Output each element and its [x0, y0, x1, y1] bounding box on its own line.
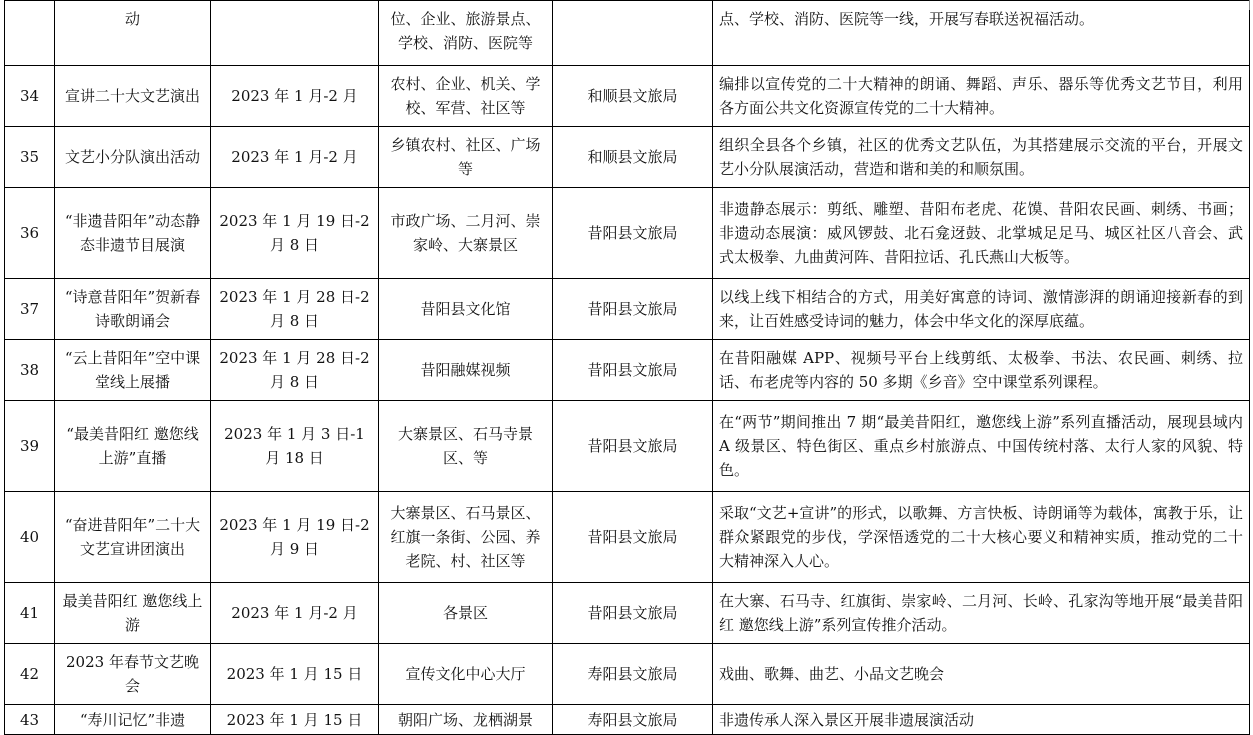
program-description: 点、学校、消防、医院等一线，开展写春联送祝福活动。 — [713, 1, 1250, 66]
table-row — [5, 340, 1250, 401]
program-time: 2023 年 1 月 3 日-1 月 18 日 — [211, 401, 379, 492]
table-row — [5, 644, 1250, 705]
program-description: 在昔阳融媒 APP、视频号平台上线剪纸、太极拳、书法、农民画、刺绣、拉话、布老虎等内容的 50 多期《乡音》空中课堂系列课程。 — [713, 340, 1250, 401]
program-place: 位、企业、旅游景点、学校、消防、医院等 — [379, 1, 553, 66]
table-row — [5, 127, 1250, 188]
program-description: 在大寨、石马寺、红旗街、崇家岭、二月河、长岭、孔家沟等地开展“最美昔阳红 邀您线上游”系列宣传推介活动。 — [713, 583, 1250, 644]
program-place: 各景区 — [379, 583, 553, 644]
program-name: “非遗昔阳年”动态静态非遗节目展演 — [55, 188, 211, 279]
program-place: 大寨景区、石马寺景区、等 — [379, 401, 553, 492]
program-time: 2023 年 1 月-2 月 — [211, 66, 379, 127]
program-name: 最美昔阳红 邀您线上游 — [55, 583, 211, 644]
program-description: 戏曲、歌舞、曲艺、小品文艺晚会 — [713, 644, 1250, 705]
program-description: 编排以宣传党的二十大精神的朗诵、舞蹈、声乐、器乐等优秀文艺节目，利用各方面公共文化资源宣传党的二十大精神。 — [713, 66, 1250, 127]
row-number: 39 — [5, 401, 55, 492]
program-organizer: 寿阳县文旅局 — [553, 705, 713, 735]
row-number: 42 — [5, 644, 55, 705]
program-place: 朝阳广场、龙栖湖景 — [379, 705, 553, 735]
row-number: 40 — [5, 492, 55, 583]
program-organizer: 和顺县文旅局 — [553, 127, 713, 188]
program-place: 乡镇农村、社区、广场等 — [379, 127, 553, 188]
program-time: 2023 年 1 月 15 日 — [211, 644, 379, 705]
row-number — [5, 1, 55, 66]
program-description: 非遗静态展示：剪纸、雕塑、昔阳布老虎、花馍、昔阳农民画、刺绣、书画；非遗动态展演：威风锣鼓、北石龛迓鼓、北掌城足足马、城区社区八音会、武式太极拳、九曲黄河阵、昔阳拉话、孔氏燕山大板等。 — [713, 188, 1250, 279]
table-row — [5, 401, 1250, 492]
program-time: 2023 年 1 月-2 月 — [211, 127, 379, 188]
program-table — [4, 0, 1250, 735]
program-organizer: 昔阳县文旅局 — [553, 401, 713, 492]
table-row — [5, 1, 1250, 66]
program-time: 2023 年 1 月 19 日-2 月 8 日 — [211, 188, 379, 279]
table-row — [5, 583, 1250, 644]
table-row — [5, 188, 1250, 279]
program-name: 宣讲二十大文艺演出 — [55, 66, 211, 127]
program-name: “奋进昔阳年”二十大文艺宣讲团演出 — [55, 492, 211, 583]
program-time: 2023 年 1 月-2 月 — [211, 583, 379, 644]
program-description: 以线上线下相结合的方式，用美好寓意的诗词、激情澎湃的朗诵迎接新春的到来，让百姓感受诗词的魅力，体会中华文化的深厚底蕴。 — [713, 279, 1250, 340]
program-description: 采取“文艺+宣讲”的形式，以歌舞、方言快板、诗朗诵等为载体，寓教于乐，让群众紧跟党的步伐，学深悟透党的二十大核心要义和精神实质，推动党的二十大精神深入人心。 — [713, 492, 1250, 583]
program-organizer — [553, 1, 713, 66]
table-row — [5, 492, 1250, 583]
program-table-body — [5, 1, 1250, 735]
program-name: 文艺小分队演出活动 — [55, 127, 211, 188]
program-name: “云上昔阳年”空中课堂线上展播 — [55, 340, 211, 401]
program-place: 宣传文化中心大厅 — [379, 644, 553, 705]
program-table-sheet — [4, 0, 1250, 735]
program-place: 昔阳县文化馆 — [379, 279, 553, 340]
row-number: 36 — [5, 188, 55, 279]
table-row — [5, 279, 1250, 340]
program-description: 组织全县各个乡镇，社区的优秀文艺队伍，为其搭建展示交流的平台，开展文艺小分队展演活动，营造和谐和美的和顺氛围。 — [713, 127, 1250, 188]
program-organizer: 和顺县文旅局 — [553, 66, 713, 127]
row-number: 34 — [5, 66, 55, 127]
program-organizer: 昔阳县文旅局 — [553, 340, 713, 401]
program-description: 在“两节”期间推出 7 期“最美昔阳红，邀您线上游”系列直播活动，展现县域内 A 级景区、特色街区、重点乡村旅游点、中国传统村落、太行人家的风貌、特色。 — [713, 401, 1250, 492]
page-corner-mark — [1249, 0, 1250, 10]
program-name: 动 — [55, 1, 211, 66]
program-organizer: 昔阳县文旅局 — [553, 279, 713, 340]
table-row — [5, 66, 1250, 127]
row-number: 41 — [5, 583, 55, 644]
row-number: 35 — [5, 127, 55, 188]
program-place: 大寨景区、石马景区、红旗一条街、公园、养老院、村、社区等 — [379, 492, 553, 583]
program-time: 2023 年 1 月 19 日-2 月 9 日 — [211, 492, 379, 583]
program-place: 昔阳融媒视频 — [379, 340, 553, 401]
program-place: 农村、企业、机关、学校、军营、社区等 — [379, 66, 553, 127]
program-organizer: 昔阳县文旅局 — [553, 492, 713, 583]
row-number: 37 — [5, 279, 55, 340]
program-time: 2023 年 1 月 28 日-2 月 8 日 — [211, 340, 379, 401]
program-name: “寿川记忆”非遗 — [55, 705, 211, 735]
program-name: “诗意昔阳年”贺新春诗歌朗诵会 — [55, 279, 211, 340]
program-time: 2023 年 1 月 28 日-2 月 8 日 — [211, 279, 379, 340]
program-time — [211, 1, 379, 66]
program-time: 2023 年 1 月 15 日 — [211, 705, 379, 735]
program-name: “最美昔阳红 邀您线上游”直播 — [55, 401, 211, 492]
program-organizer: 寿阳县文旅局 — [553, 644, 713, 705]
row-number: 43 — [5, 705, 55, 735]
table-row — [5, 705, 1250, 735]
program-place: 市政广场、二月河、崇家岭、大寨景区 — [379, 188, 553, 279]
program-name: 2023 年春节文艺晚会 — [55, 644, 211, 705]
program-description: 非遗传承人深入景区开展非遗展演活动 — [713, 705, 1250, 735]
program-organizer: 昔阳县文旅局 — [553, 188, 713, 279]
row-number: 38 — [5, 340, 55, 401]
program-organizer: 昔阳县文旅局 — [553, 583, 713, 644]
